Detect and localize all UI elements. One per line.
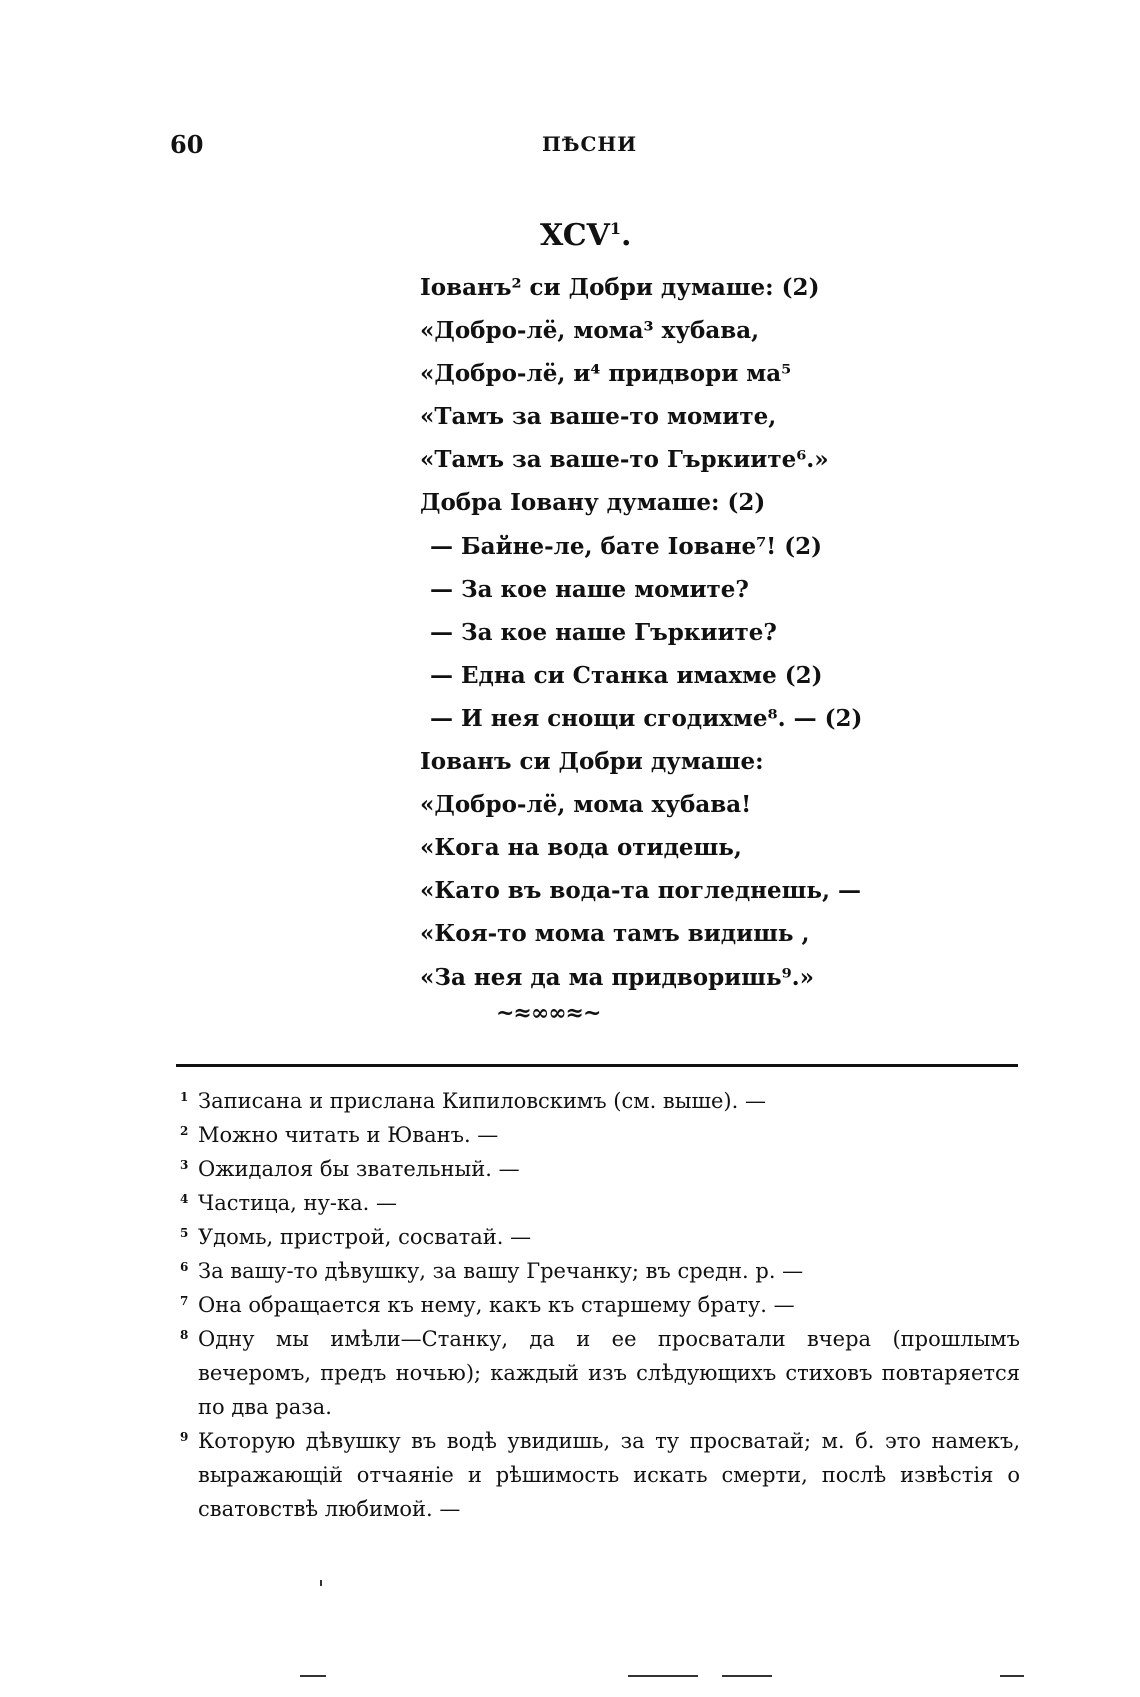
footnote-mark: 8 bbox=[180, 1328, 189, 1342]
verse-line: «Добро-лё, мома³ хубава, bbox=[420, 317, 760, 345]
footnote bbox=[180, 1288, 1020, 1322]
footnote-text: Удомь, пристрой, сосватай. — bbox=[198, 1225, 532, 1249]
song-number-footnote-mark: 1 bbox=[609, 219, 622, 238]
verse-line: «За нея да ма придворишь⁹.» bbox=[420, 963, 815, 991]
scan-speck bbox=[1000, 1675, 1024, 1677]
song-number-period: . bbox=[621, 218, 632, 253]
footnote bbox=[180, 1322, 1020, 1424]
footnote-mark: 5 bbox=[180, 1226, 189, 1240]
footnote-text: Частица, ну-ка. — bbox=[198, 1191, 397, 1215]
scan-speck bbox=[628, 1675, 698, 1677]
scan-speck bbox=[320, 1580, 322, 1586]
footnote-mark: 2 bbox=[180, 1124, 189, 1138]
footnote-text: За вашу-то дѣвушку, за вашу Гречанку; въ средн. р. — bbox=[198, 1259, 804, 1283]
verse-line: — За кое наше Гъркиите? bbox=[430, 618, 777, 646]
footnote-text: Ожидалоя бы звательный. — bbox=[198, 1157, 520, 1181]
verse-line: Іованъ² си Добри думаше: (2) bbox=[420, 274, 820, 301]
footnote bbox=[180, 1424, 1020, 1526]
footnote bbox=[180, 1118, 1020, 1152]
footnote-mark: 1 bbox=[180, 1090, 189, 1104]
verse-line: «Коя-то мома тамъ видишь , bbox=[420, 920, 810, 948]
footnote-text: Можно читать и Юванъ. — bbox=[198, 1123, 499, 1147]
footnote bbox=[180, 1220, 1020, 1254]
verse-line: — И нея снощи сгодихме⁸. — (2) bbox=[430, 704, 863, 732]
footnote-text: Которую дѣвушку въ водѣ увидишь, за ту просватай; м. б. это намекъ, выражающій отчаяніе и рѣшимость искать смерти, послѣ извѣстія о сватовствѣ любимой. — bbox=[198, 1429, 1020, 1521]
footnote bbox=[180, 1084, 1020, 1118]
verse-line: — За кое наше момите? bbox=[430, 575, 749, 603]
verse-line: «Кога на вода отидешь, bbox=[420, 834, 742, 862]
footnote-mark: 9 bbox=[180, 1430, 189, 1444]
footnote bbox=[180, 1254, 1020, 1288]
footnote-mark: 6 bbox=[180, 1260, 189, 1274]
footnote-mark: 3 bbox=[180, 1158, 189, 1172]
verse-list bbox=[420, 266, 900, 999]
verse-line: «Като въ вода-та погледнешь, — bbox=[420, 877, 861, 905]
footnote-mark: 4 bbox=[180, 1192, 189, 1206]
verse-line: «Добро-лё, мома хубава! bbox=[420, 791, 752, 819]
ornament-divider-icon: ~≈∞∞≈~ bbox=[496, 1000, 601, 1026]
footnote-text: Записана и прислана Кипиловскимъ (см. выше). — bbox=[198, 1089, 766, 1113]
verse-line: Іованъ си Добри думаше: bbox=[420, 748, 764, 776]
footnote-separator-rule bbox=[176, 1064, 1018, 1067]
footnote-text: Она обращается къ нему, какъ къ старшему брату. — bbox=[198, 1293, 795, 1317]
song-number-roman: XCV bbox=[540, 218, 610, 253]
verse-line: — Една си Станка имахме (2) bbox=[430, 661, 823, 689]
footnote-mark: 7 bbox=[180, 1294, 189, 1308]
scan-speck bbox=[300, 1675, 326, 1677]
verse-line: «Тамъ за ваше-то момите, bbox=[420, 403, 777, 431]
verse-line: «Добро-лё, и⁴ придвори ма⁵ bbox=[420, 360, 792, 388]
footnote bbox=[180, 1152, 1020, 1186]
scan-speck bbox=[722, 1675, 772, 1677]
running-head: ПѢСНИ bbox=[542, 132, 638, 156]
footnote-text: Одну мы имѣли—Станку, да и ее просватали вчера (прошлымъ вечеромъ, предъ ночью); каждый изъ слѣдующихъ стиховъ повтаряется по два раза. bbox=[198, 1327, 1020, 1419]
song-number bbox=[540, 218, 632, 253]
footnote bbox=[180, 1186, 1020, 1220]
verse-line: «Тамъ за ваше-то Гъркиите⁶.» bbox=[420, 446, 829, 474]
page-header bbox=[170, 130, 1030, 164]
verse-line: Добра Іовану думаше: (2) bbox=[420, 489, 766, 517]
footnote-list bbox=[180, 1084, 1020, 1526]
verse-line: — Байне-ле, бате Іоване⁷! (2) bbox=[430, 532, 823, 560]
page-number: 60 bbox=[170, 130, 204, 159]
